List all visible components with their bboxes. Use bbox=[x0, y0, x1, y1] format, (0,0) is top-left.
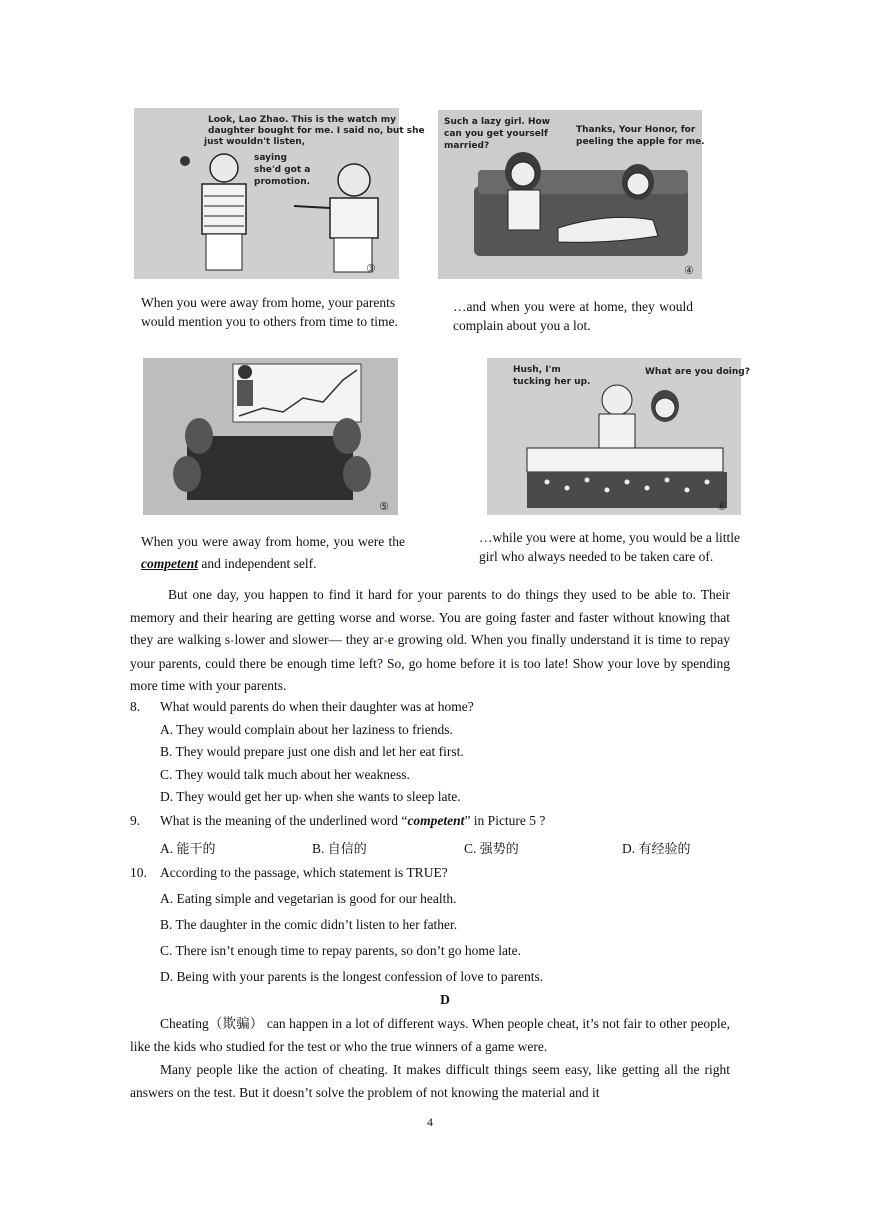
panel-5-number: ⑤ bbox=[379, 500, 389, 513]
caption-picture-6: …while you were at home, you would be a little girl who always needed to be taken care of. bbox=[479, 530, 740, 564]
q10-option-c: C. There isn’t enough time to repay parents, so don’t go home late. bbox=[160, 943, 522, 958]
q10-option-b: B. The daughter in the comic didn’t listen to her father. bbox=[160, 917, 458, 932]
q8-option-b: B. They would prepare just one dish and let her eat first. bbox=[160, 744, 464, 759]
caption-5-post: and independent self. bbox=[198, 556, 317, 571]
passage-part-1: But one day, you happen to find it hard for your parents to do things they used to be able to. Their memory and their hearing are getting worse and worse. You are going faster and faster without knowing that they are walking s bbox=[130, 587, 730, 648]
question-9-number: 9. bbox=[130, 813, 141, 828]
panel-3-number: ③ bbox=[366, 262, 376, 275]
q10-option-d: D. Being with your parents is the longest confession of love to parents. bbox=[160, 969, 544, 984]
question-9 bbox=[130, 810, 545, 832]
artifact-mark: ▪ bbox=[383, 636, 388, 647]
passage-part-2: lower and slower— they ar bbox=[234, 632, 384, 648]
q8-option-c: C. They would talk much about her weakness. bbox=[160, 767, 410, 782]
question-8-number: 8. bbox=[130, 699, 141, 714]
comic-panel-3 bbox=[134, 108, 425, 279]
question-9-word: competent bbox=[407, 813, 465, 828]
q9-option-b: B. 自信的 bbox=[312, 841, 367, 857]
q8-option-a: A. They would complain about her laziness to friends. bbox=[160, 722, 453, 737]
p3-bubble2-line-2: she'd got a bbox=[254, 165, 311, 175]
comic-panel-5 bbox=[143, 358, 398, 515]
question-10 bbox=[130, 862, 448, 884]
p3-bubble2-line-1: saying bbox=[254, 153, 287, 163]
p3-bubble-line-3: just wouldn't listen, bbox=[204, 137, 306, 147]
artifact-mark: ▪ bbox=[298, 793, 304, 803]
question-10-text: According to the passage, which statement is TRUE? bbox=[160, 865, 448, 880]
question-10-number: 10. bbox=[130, 865, 147, 880]
p3-bubble-line-1: Look, Lao Zhao. This is the watch my bbox=[208, 115, 396, 125]
competent-underlined-word: competent bbox=[141, 556, 198, 571]
question-8-text: What would parents do when their daughter was at home? bbox=[160, 699, 474, 714]
p4-right-bubble-line-2: peeling the apple for me. bbox=[576, 137, 705, 147]
p4-left-bubble-line-3: married? bbox=[444, 141, 490, 151]
section-d-paragraph-1: Cheating（欺骗） can happen in a lot of different ways. When people cheat, it’s not fair to other people, like the kids who studied for the test or who the true winners of a game were. bbox=[130, 1016, 730, 1054]
p6-left-bubble-line-1: Hush, I'm bbox=[513, 365, 561, 375]
p4-left-bubble-line-1: Such a lazy girl. How bbox=[444, 117, 551, 127]
q10-option-a: A. Eating simple and vegetarian is good for our health. bbox=[160, 891, 457, 906]
p4-right-bubble-line-1: Thanks, Your Honor, for bbox=[576, 125, 696, 135]
page-number: 4 bbox=[427, 1115, 433, 1129]
p6-right-bubble: What are you doing? bbox=[645, 367, 750, 377]
q9-option-c: C. 强势的 bbox=[464, 841, 519, 857]
p3-bubble2-line-3: promotion. bbox=[254, 177, 311, 187]
passage-paragraph bbox=[130, 584, 730, 698]
q9-option-a: A. 能干的 bbox=[160, 841, 216, 857]
p4-left-bubble-line-2: can you get yourself bbox=[444, 129, 548, 139]
section-d-heading: D bbox=[440, 992, 450, 1007]
q9-option-d: D. 有经验的 bbox=[622, 841, 691, 857]
comic-panel-4 bbox=[438, 110, 705, 279]
question-8 bbox=[130, 696, 474, 718]
artifact-mark: ▪ bbox=[230, 636, 235, 647]
panel-4-number: ④ bbox=[684, 264, 694, 277]
q8-option-d-part-2: when she wants to sleep late. bbox=[303, 789, 461, 804]
question-9-pre: What is the meaning of the underlined word “ bbox=[160, 813, 408, 828]
comic-panel-6 bbox=[487, 358, 750, 515]
question-9-post: ” in Picture 5 ? bbox=[464, 813, 546, 828]
passage-part-3: e growing old. When you finally understand it is time to repay your parents, could there be enough time left? So, go home before it is too late! Show your love by spending more time with your parents. bbox=[130, 632, 730, 694]
q8-option-d-part-1: D. They would get her up bbox=[160, 789, 299, 804]
caption-5-pre: When you were away from home, you were the bbox=[141, 534, 405, 549]
p6-left-bubble-line-2: tucking her up. bbox=[513, 377, 591, 387]
panel-6-number: ⑥ bbox=[717, 500, 727, 513]
caption-picture-5 bbox=[141, 531, 405, 575]
caption-picture-3: When you were away from home, your parents would mention you to others from time to time. bbox=[141, 295, 398, 329]
p3-bubble-line-2: daughter bought for me. I said no, but she bbox=[208, 126, 425, 136]
section-d-paragraph-2: Many people like the action of cheating. It makes difficult things seem easy, like getting all the right answers on the test. But it doesn’t solve the problem of not knowing the material and it bbox=[130, 1062, 730, 1100]
q8-option-d bbox=[160, 786, 461, 809]
caption-picture-4: …and when you were at home, they would complain about you a lot. bbox=[453, 299, 693, 333]
